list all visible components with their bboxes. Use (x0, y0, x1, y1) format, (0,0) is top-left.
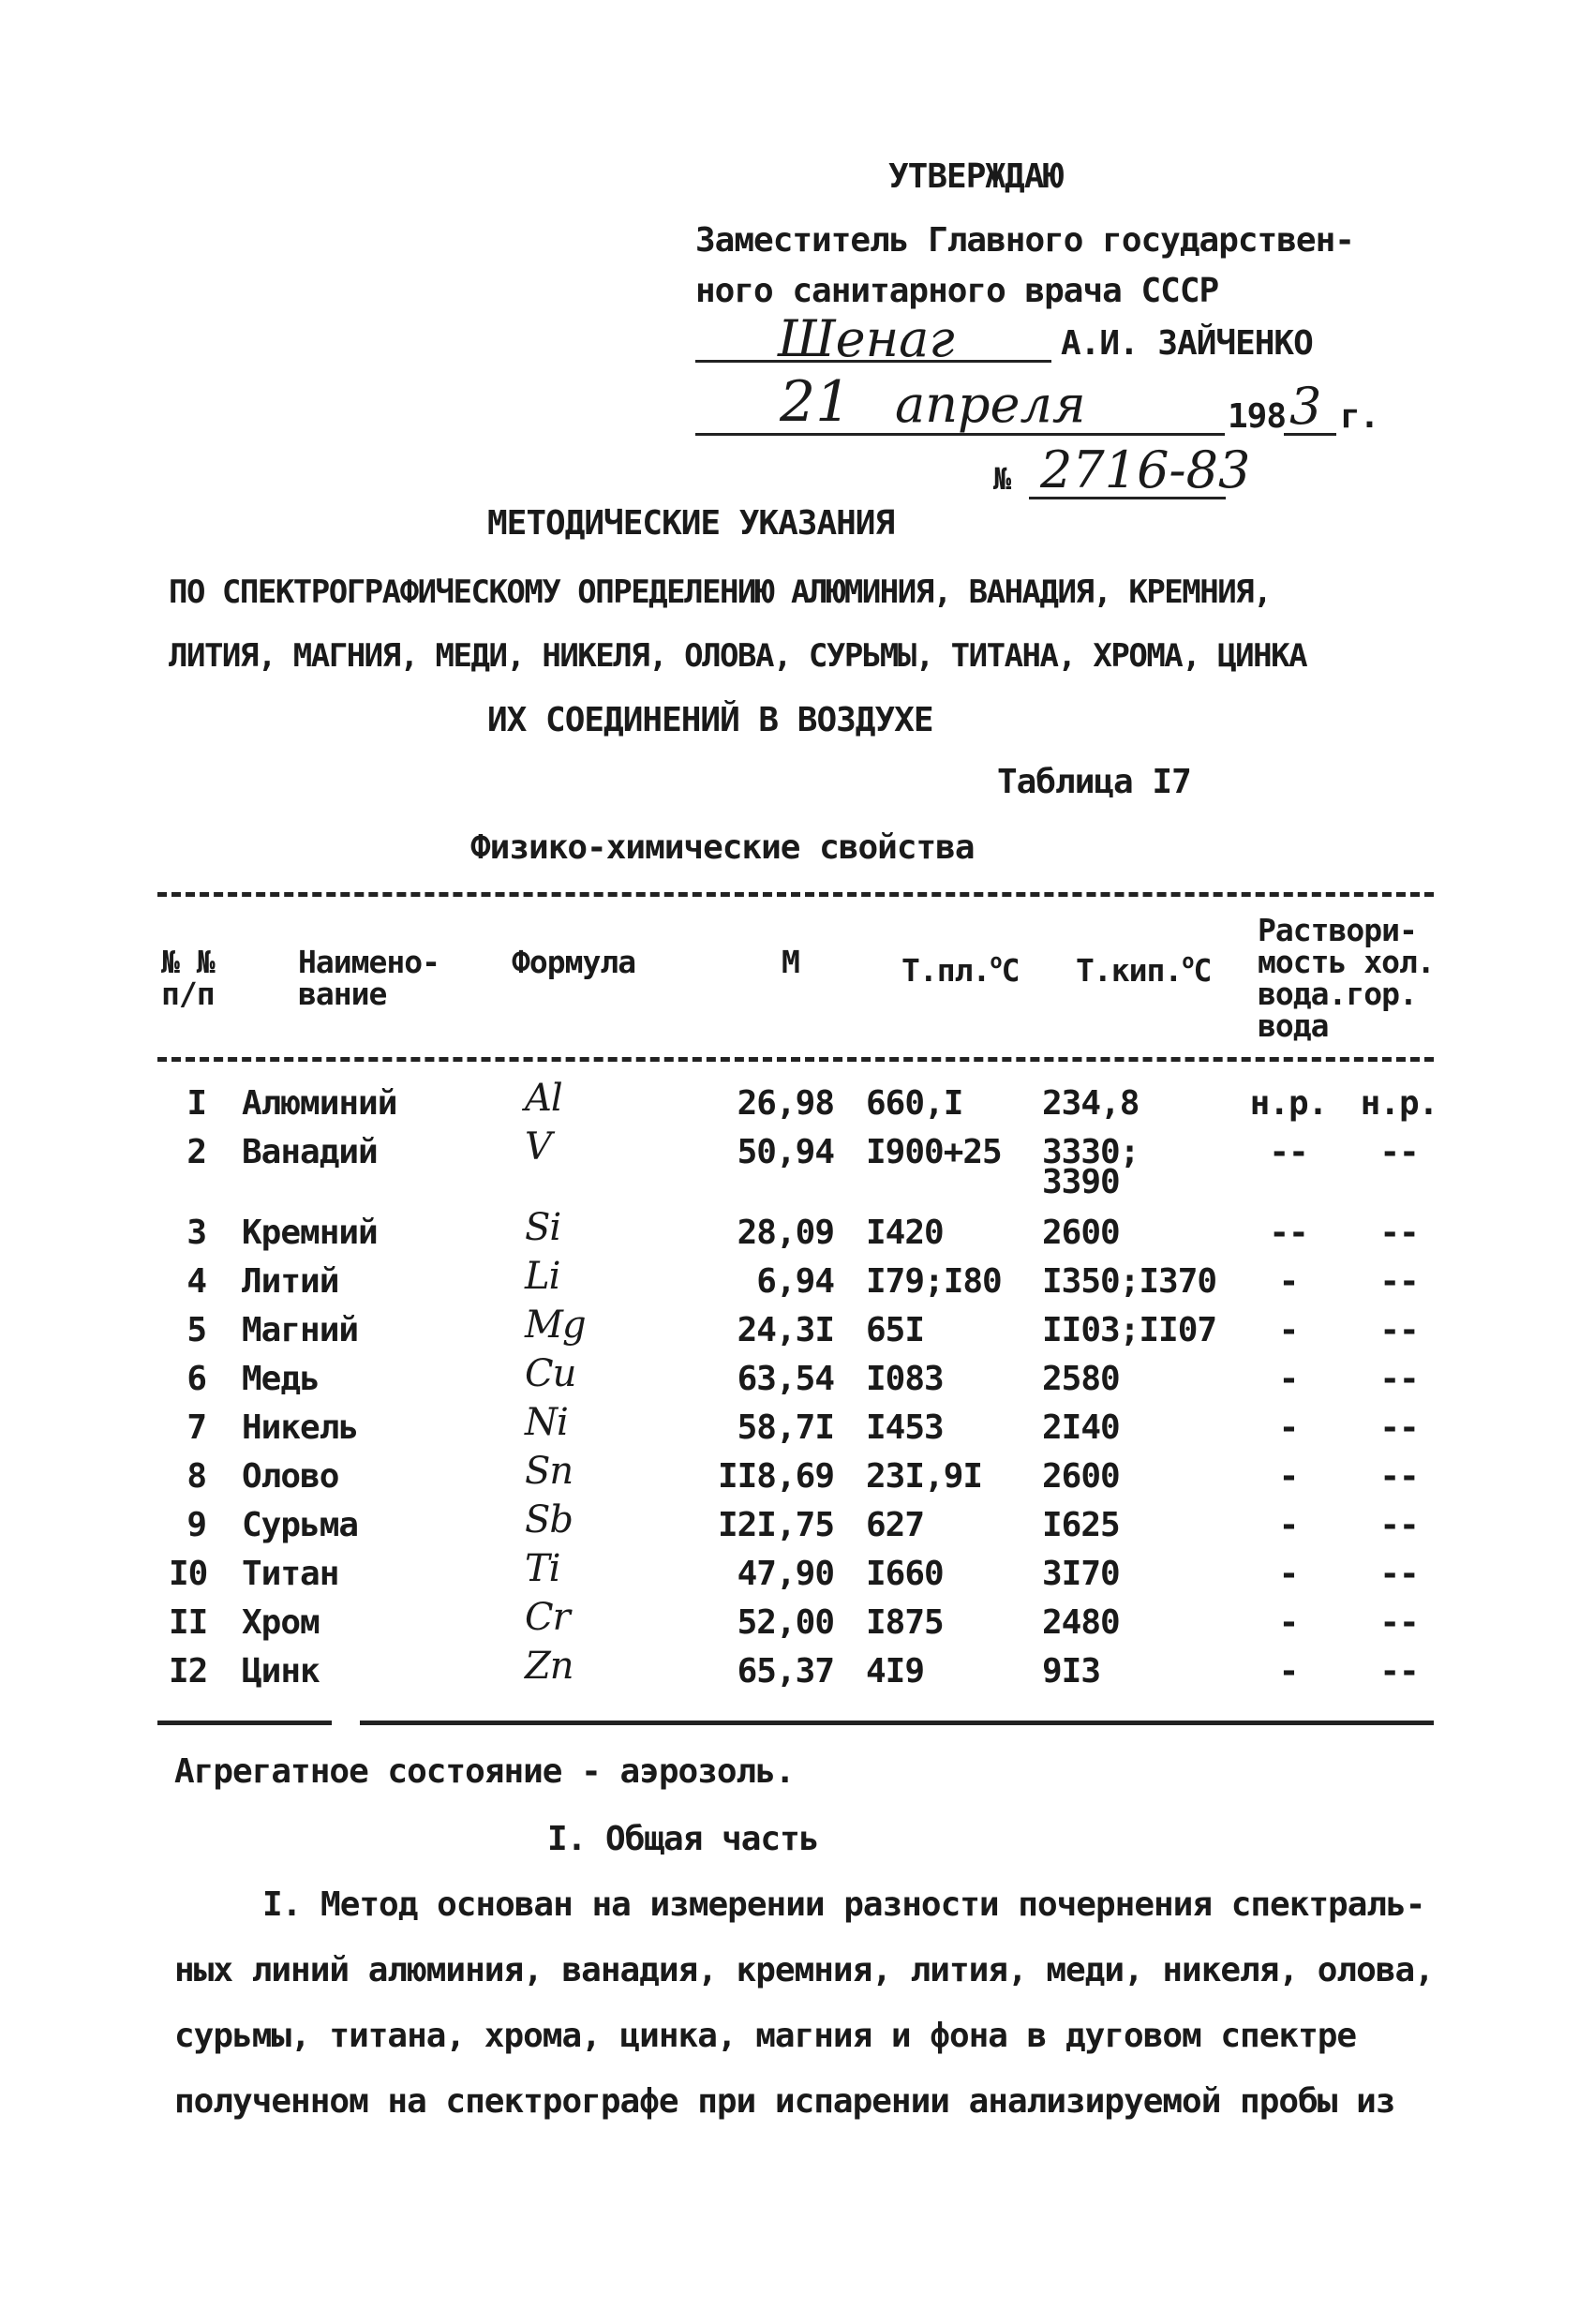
header-solubility: Раствори- мость хол. вода.гор. вода (1258, 912, 1435, 1044)
cell-formula: Ni (525, 1401, 568, 1444)
cell-num: 7 (186, 1408, 206, 1447)
cell-tpl: 627 (866, 1506, 925, 1544)
cell-formula: Si (525, 1206, 561, 1249)
cell-num: 5 (186, 1311, 206, 1349)
header-tkip: Т.кип.$^o$С (1076, 950, 1212, 989)
cell-tkip: 3330; 3390 (1042, 1133, 1140, 1201)
cell-formula: Li (525, 1255, 560, 1298)
cell-formula: Sb (525, 1498, 574, 1542)
cell-m: 58,7I (737, 1408, 834, 1447)
heading-line3: ЛИТИЯ, МАГНИЯ, МЕДИ, НИКЕЛЯ, ОЛОВА, СУРЬМЫ, ТИТАНА, ХРОМА, ЦИНКА (169, 637, 1307, 675)
cell-m: 65,37 (737, 1652, 834, 1691)
cell-tpl: I875 (866, 1603, 944, 1642)
cell-solubility-cold: н.р. (1249, 1084, 1328, 1123)
cell-tpl: I900+25 (866, 1133, 1002, 1171)
cell-tkip: II03;II07 (1042, 1311, 1217, 1349)
document-number: 2716-83 (1040, 440, 1251, 499)
cell-tkip: 2I40 (1042, 1408, 1120, 1447)
cell-tkip: 9I3 (1042, 1652, 1101, 1691)
cell-solubility-hot: -- (1379, 1555, 1419, 1593)
cell-tpl: I083 (866, 1360, 944, 1398)
cell-num: 2 (186, 1133, 206, 1171)
number-prefix: № (993, 461, 1011, 497)
cell-name: Никель (242, 1408, 359, 1447)
cell-solubility-cold: -- (1269, 1133, 1308, 1171)
aggregate-state: Агрегатное состояние - аэрозоль. (174, 1752, 795, 1791)
cell-solubility-hot: -- (1379, 1408, 1419, 1447)
cell-formula: Cr (525, 1596, 570, 1639)
cell-num: 4 (186, 1262, 206, 1301)
cell-solubility-cold: - (1278, 1360, 1299, 1398)
approver-name: А.И. ЗАЙЧЕНКО (1061, 324, 1313, 363)
cell-tkip: 2600 (1042, 1214, 1120, 1252)
cell-solubility-hot: -- (1379, 1652, 1419, 1691)
year-prefix: 198 (1228, 397, 1287, 436)
body-line3: сурьмы, титана, хрома, цинка, магния и фона в дуговом спектре (174, 2017, 1357, 2055)
cell-name: Титан (242, 1555, 339, 1593)
cell-solubility-hot: -- (1379, 1603, 1419, 1642)
table-bottom-rule-left (157, 1721, 332, 1725)
cell-tpl: 4I9 (866, 1652, 925, 1691)
heading-line2: ПО СПЕКТРОГРАФИЧЕСКОМУ ОПРЕДЕЛЕНИЮ АЛЮМИНИЯ, ВАНАДИЯ, КРЕМНИЯ, (169, 574, 1272, 611)
cell-num: I0 (169, 1555, 208, 1593)
header-formula: Формула (512, 944, 636, 980)
cell-name: Сурьма (242, 1506, 359, 1544)
section-title: I. Общая часть (547, 1820, 819, 1858)
cell-m: II8,69 (717, 1457, 834, 1496)
cell-num: I2 (169, 1652, 208, 1691)
body-line4: полученном на спектрографе при испарении анализируемой пробы из (174, 2082, 1395, 2121)
header-tpl: Т.пл.$^o$С (901, 950, 1020, 989)
cell-tpl: I79;I80 (866, 1262, 1002, 1301)
table-label: Таблица I7 (997, 763, 1191, 801)
cell-tpl: 660,I (866, 1084, 963, 1123)
cell-formula: Zn (525, 1645, 574, 1688)
cell-solubility-hot: -- (1379, 1360, 1419, 1398)
cell-solubility-hot: н.р. (1360, 1084, 1438, 1123)
cell-tpl: I453 (866, 1408, 944, 1447)
cell-tkip: 2480 (1042, 1603, 1120, 1642)
cell-tkip: 2580 (1042, 1360, 1120, 1398)
date-month: апреля (895, 375, 1086, 434)
cell-solubility-hot: -- (1379, 1311, 1419, 1349)
cell-m: 63,54 (737, 1360, 834, 1398)
cell-num: 9 (186, 1506, 206, 1544)
cell-tkip: I350;I370 (1042, 1262, 1217, 1301)
header-name: Наимено- вание (298, 944, 439, 1012)
cell-formula: Sn (525, 1450, 574, 1493)
body-line2: ных линий алюминия, ванадия, кремния, лития, меди, никеля, олова, (174, 1951, 1434, 1989)
cell-solubility-cold: - (1278, 1262, 1299, 1301)
cell-tpl: 65I (866, 1311, 925, 1349)
cell-m: 50,94 (737, 1133, 834, 1171)
cell-name: Медь (242, 1360, 320, 1398)
cell-solubility-cold: - (1278, 1311, 1299, 1349)
approval-line2: ного санитарного врача СССР (695, 272, 1219, 310)
cell-tkip: 3I70 (1042, 1555, 1120, 1593)
cell-num: II (169, 1603, 208, 1642)
cell-name: Кремний (242, 1214, 378, 1252)
approval-line1: Заместитель Главного государствен- (695, 221, 1354, 260)
date-day: 21 (780, 369, 852, 435)
year-line (1284, 433, 1336, 436)
cell-m: 6,94 (756, 1262, 834, 1301)
cell-name: Алюминий (242, 1084, 397, 1123)
body-line1: I. Метод основан на измерении разности почернения спектраль- (262, 1885, 1425, 1924)
cell-num: I (186, 1084, 206, 1123)
cell-solubility-hot: -- (1379, 1133, 1419, 1171)
cell-tpl: I660 (866, 1555, 944, 1593)
cell-solubility-hot: -- (1379, 1214, 1419, 1252)
cell-m: 24,3I (737, 1311, 834, 1349)
header-m: М (782, 944, 799, 980)
cell-solubility-hot: -- (1379, 1457, 1419, 1496)
cell-solubility-hot: -- (1379, 1506, 1419, 1544)
cell-m: 26,98 (737, 1084, 834, 1123)
cell-name: Магний (242, 1311, 359, 1349)
cell-solubility-cold: - (1278, 1457, 1299, 1496)
cell-tkip: I625 (1042, 1506, 1120, 1544)
cell-tkip: 2600 (1042, 1457, 1120, 1496)
cell-tpl: I420 (866, 1214, 944, 1252)
approval-title: УТВЕРЖДАЮ (888, 157, 1064, 196)
cell-name: Олово (242, 1457, 339, 1496)
cell-solubility-cold: - (1278, 1408, 1299, 1447)
header-num: № № п/п (161, 944, 215, 1012)
cell-tkip: 234,8 (1042, 1084, 1140, 1123)
signature: Шенаг (778, 309, 955, 368)
table-caption: Физико-химические свойства (470, 828, 975, 867)
table-header-rule (157, 1057, 1434, 1062)
cell-m: 52,00 (737, 1603, 834, 1642)
cell-num: 3 (186, 1214, 206, 1252)
cell-num: 8 (186, 1457, 206, 1496)
cell-m: 28,09 (737, 1214, 834, 1252)
cell-solubility-cold: - (1278, 1555, 1299, 1593)
cell-formula: Al (525, 1077, 562, 1120)
table-top-rule (157, 892, 1434, 897)
cell-formula: Cu (525, 1352, 576, 1395)
year-end: г. (1340, 397, 1379, 436)
cell-tpl: 23I,9I (866, 1457, 983, 1496)
heading-line1: МЕТОДИЧЕСКИЕ УКАЗАНИЯ (487, 504, 895, 543)
cell-solubility-hot: -- (1379, 1262, 1419, 1301)
table-bottom-rule-right (360, 1721, 1434, 1725)
year-suffix: 3 (1289, 377, 1322, 436)
cell-m: 47,90 (737, 1555, 834, 1593)
cell-num: 6 (186, 1360, 206, 1398)
cell-solubility-cold: - (1278, 1652, 1299, 1691)
cell-formula: V (525, 1125, 551, 1169)
cell-name: Хром (242, 1603, 320, 1642)
heading-line4: ИХ СОЕДИНЕНИЙ В ВОЗДУХЕ (487, 701, 933, 739)
cell-m: I2I,75 (717, 1506, 834, 1544)
cell-formula: Mg (525, 1304, 586, 1347)
cell-name: Цинк (242, 1652, 320, 1691)
cell-solubility-cold: -- (1269, 1214, 1308, 1252)
cell-formula: Ti (525, 1547, 560, 1590)
cell-solubility-cold: - (1278, 1506, 1299, 1544)
cell-name: Литий (242, 1262, 339, 1301)
cell-solubility-cold: - (1278, 1603, 1299, 1642)
cell-name: Ванадий (242, 1133, 378, 1171)
